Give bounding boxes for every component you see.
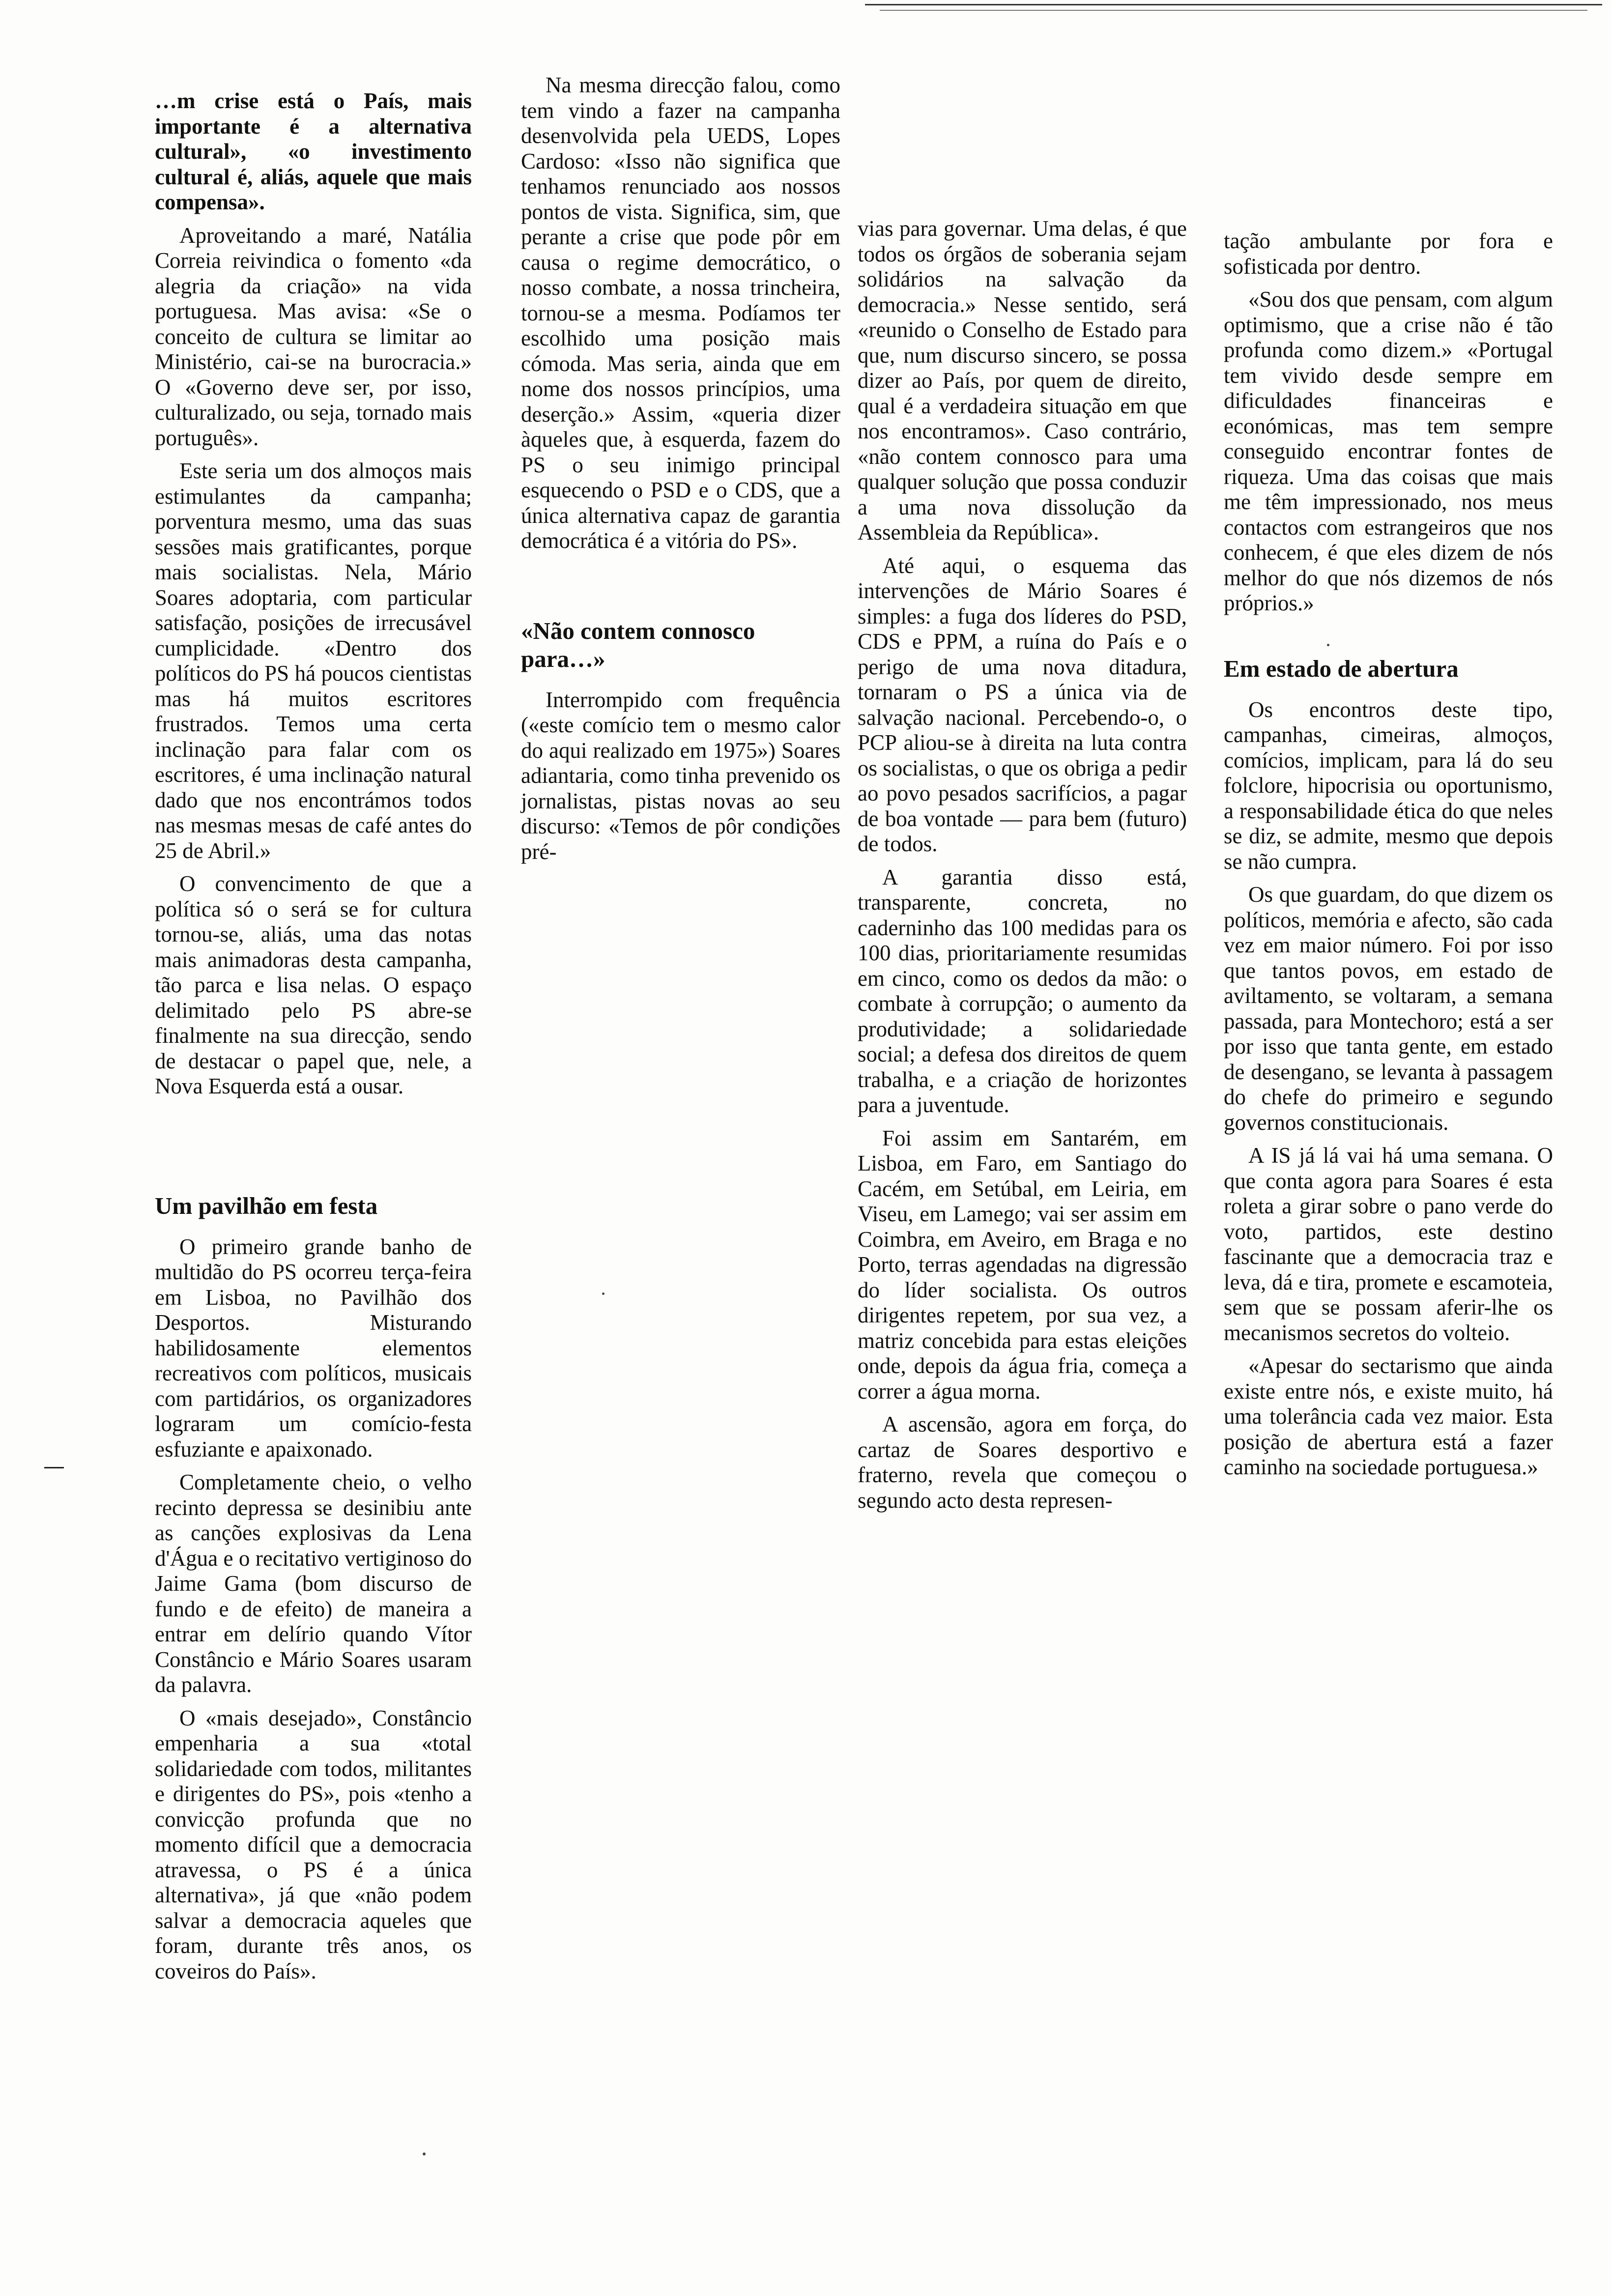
scan-speck xyxy=(1327,644,1329,646)
column-4 xyxy=(1224,229,1553,1488)
paragraph: tação ambulante por fora e sofisticada por dentro. xyxy=(1224,229,1553,279)
scan-speck xyxy=(602,1292,604,1295)
column-1 xyxy=(155,88,472,1992)
paragraph: Foi assim em Santarém, em Lisboa, em Faro, em Santiago do Cacém, em Setúbal, em Leiria, em Viseu, em Lamego; vai ser assim em Coimbra, em Aveiro, em Braga e no Porto, terras agendadas na digressão do líder socialista. Os outros dirigentes repetem, por sua vez, a matriz concebida para estas eleições onde, depois da água fria, começa a correr a água morna. xyxy=(858,1125,1187,1404)
paragraph: Até aqui, o esquema das intervenções de Mário Soares é simples: a fuga dos líderes do PSD, CDS e PPM, a ruína do País e o perigo de uma nova ditadura, tornaram o PS a única via de salvação nacional. Percebendo-o, o PCP aliou-se à direita na luta contra os socialistas, o que os obriga a pedir ao povo pesados sacrifícios, a pagar de boa vontade — para bem (futuro) de todos. xyxy=(858,553,1187,856)
paragraph: «Sou dos que pensam, com algum optimismo, que a crise não é tão profunda como dizem.» «Portugal tem vivido desde sempre em dificuldades financeiras e económicas, mas tem sempre conseguido encontrar fontes de riqueza. Uma das coisas que mais me têm impressionado, nos meus contactos com estrangeiros que nos conhecem, é que eles dizem de nós melhor do que nós dizemos de nós próprios.» xyxy=(1224,287,1553,615)
paragraph: Na mesma direcção falou, como tem vindo a fazer na campanha desenvolvida pela UEDS, Lopes Cardoso: «Isso não significa que tenhamos renunciado aos nossos pontos de vista. Significa, sim, que perante a crise que pode pôr em causa o regime democrático, o nosso combate, a nossa trincheira, tornou-se a mesma. Podíamos ter escolhido uma posição mais cómoda. Mas seria, ainda que em nome dos nossos princípios, uma deserção.» Assim, «queria dizer àqueles que, à esquerda, fazem do PS o seu inimigo principal esquecendo o PSD e o CDS, que a única alternativa capaz de garantia democrática é a vitória do PS». xyxy=(521,73,840,553)
column-3 xyxy=(858,216,1187,1521)
paragraph: O primeiro grande banho de multidão do PS ocorreu terça-feira em Lisboa, no Pavilhão dos Desportos. Misturando habilidosamente elementos recreativos com políticos, musicais com partidários, os organizadores lograram um comício-festa esfuziante e apaixonado. xyxy=(155,1234,472,1462)
paragraph: …m crise está o País, mais importante é a alternativa cultural», «o investimento cultural é, aliás, aquele que mais compensa». xyxy=(155,88,472,214)
paragraph: Este seria um dos almoços mais estimulantes da campanha; porventura mesmo, uma das suas sessões mais gratificantes, porque mais socialistas. Nela, Mário Soares adoptaria, com particular satisfação, posições de irrecusável cumplicidade. «Dentro dos políticos do PS há poucos cientistas mas há muitos escritores frustrados. Temos uma certa inclinação para falar com os escritores, é uma inclinação natural dado que nos encontrámos todos nas mesmas mesas de café antes do 25 de Abril.» xyxy=(155,459,472,863)
paragraph: A ascensão, agora em força, do cartaz de Soares desportivo e fraterno, revela que começou o segundo acto desta represen- xyxy=(858,1412,1187,1513)
column-2 xyxy=(521,73,840,872)
paragraph: «Apesar do sectarismo que ainda existe entre nós, e existe muito, há uma tolerância cada vez maior. Esta posição de abertura está a fazer caminho na sociedade portuguesa.» xyxy=(1224,1353,1553,1479)
paragraph: O «mais desejado», Constâncio empenharia a sua «total solidariedade com todos, militantes e dirigentes do PS», pois «tenho a convicção profunda que no momento difícil que a democracia atravessa, o PS é a única alternativa», já que «não podem salvar a democracia aqueles que foram, durante três anos, os coveiros do País». xyxy=(155,1705,472,1983)
paragraph: A IS já lá vai há uma semana. O que conta agora para Soares é esta roleta a girar sobre o pano verde do voto, partidos, este destino fascinante que a democracia traz e leva, dá e tira, promete e escamoteia, sem que se possam aferir-lhe os mecanismos secretos do volteio. xyxy=(1224,1143,1553,1345)
scan-mark xyxy=(44,1467,64,1468)
section-heading: «Não contem connosco para…» xyxy=(521,617,755,672)
top-rule-secondary xyxy=(880,10,1587,11)
paragraph: Os encontros deste tipo, campanhas, cimeiras, almoços, comícios, implicam, para lá do seu folclore, hipocrisia ou oportunismo, a responsabilidade ética do que neles se diz, se admite, mesmo que depois se não cumpra. xyxy=(1224,697,1553,874)
paragraph: Aproveitando a maré, Natália Correia reivindica o fomento «da alegria da criação» na vida portuguesa. Mas avisa: «Se o conceito de cultura se limitar ao Ministério, cai-se na burocracia.» O «Governo deve ser, por isso, culturalizado, ou seja, tornado mais português». xyxy=(155,223,472,450)
top-rule xyxy=(865,4,1602,5)
paragraph: Os que guardam, do que dizem os políticos, memória e afecto, são cada vez em maior número. Foi por isso que tantos povos, em estado de aviltamento, se voltaram, a semana passada, para Montechoro; está a ser por isso que tanta gente, em estado de desengano, se levanta à passagem do chefe do primeiro e segundo governos constitucionais. xyxy=(1224,882,1553,1135)
paragraph: O convencimento de que a política só o será se for cultura tornou-se, aliás, uma das notas mais animadoras desta campanha, tão parca e lisa nelas. O espaço delimitado pelo PS abre-se finalmente na sua direcção, sendo de destacar o papel que, nele, a Nova Esquerda está a ousar. xyxy=(155,871,472,1098)
paragraph: vias para governar. Uma delas, é que todos os órgãos de soberania sejam solidários na salvação da democracia.» Nesse sentido, será «reunido o Conselho de Estado para que, num discurso sincero, se possa dizer ao País, por quem de direito, qual é a verdadeira situação em que nos encontramos». Caso contrário, «não contem connosco para uma qualquer solução que possa conduzir a uma nova dissolução da Assembleia da República». xyxy=(858,216,1187,545)
paragraph: A garantia disso está, transparente, concreta, no caderninho das 100 medidas para os 100 dias, prioritariamente resumidas em cinco, como os dedos da mão: o combate à corrupção; o aumento da produtividade; a solidariedade social; a defesa dos direitos de quem trabalha, e a criação de horizontes para a juventude. xyxy=(858,864,1187,1117)
section-heading: Um pavilhão em festa xyxy=(155,1192,378,1219)
section-heading: Em estado de abertura xyxy=(1224,655,1459,682)
scan-speck xyxy=(423,2152,426,2155)
paragraph: Completamente cheio, o velho recinto depressa se desinibiu ante as canções explosivas da Lena d'Água e o recitativo vertiginoso do Jaime Gama (bom discurso de fundo e de efeito) de maneira a entrar em delírio quando Vítor Constâncio e Mário Soares usaram da palavra. xyxy=(155,1470,472,1697)
paragraph: Interrompido com frequência («este comício tem o mesmo calor do aqui realizado em 1975») Soares adiantaria, como tinha prevenido os jornalistas, pistas novas ao seu discurso: «Temos de pôr condições pré- xyxy=(521,687,840,864)
